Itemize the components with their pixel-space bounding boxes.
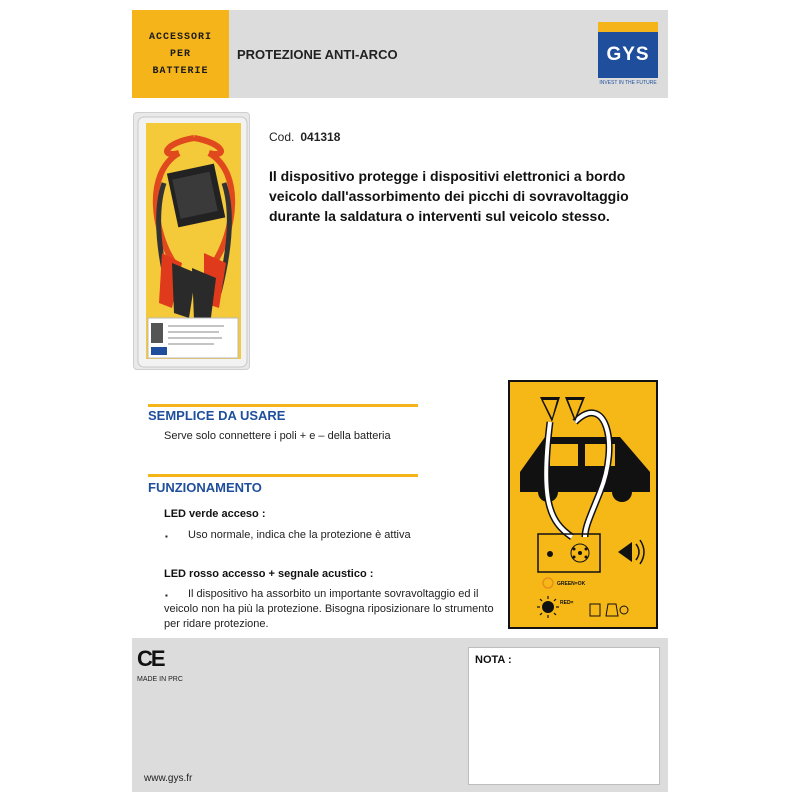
section-divider-2 [148, 474, 418, 477]
made-in-label: MADE IN PRC [137, 676, 183, 683]
ce-mark: CE [137, 646, 164, 671]
product-code [269, 130, 340, 144]
product-photo [133, 112, 250, 370]
led-green-heading: LED verde acceso : [164, 508, 266, 520]
red-led-label: RED= [560, 600, 574, 606]
category-line-1: ACCESSORI [148, 31, 212, 43]
notes-label: NOTA : [475, 654, 512, 666]
code-value: 041318 [300, 130, 341, 144]
led-red-heading: LED rosso accesso + segnale acustico : [164, 568, 374, 580]
logo-tagline: INVEST IN THE FUTURE [599, 80, 657, 86]
led-red-text-line-1: Il dispositivo ha assorbito un importante sovravoltaggio ed il [188, 588, 479, 600]
category-line-2: PER [169, 48, 191, 60]
section-text-semplice: Serve solo connettere i poli + e – della batteria [164, 430, 391, 442]
green-led-label: GREEN=OK [557, 581, 586, 587]
usage-diagram [508, 380, 658, 629]
page-title: PROTEZIONE ANTI-ARCO [237, 47, 398, 62]
code-label: Cod. [269, 130, 295, 144]
section-title-funzionamento: FUNZIONAMENTO [148, 480, 262, 495]
led-red-text-line-3: per ridare protezione. [164, 618, 269, 630]
product-description: Il dispositivo protegge i dispositivi elettronici a bordo veicolo dall'assorbimento dei picchi di sovravoltaggio durante la saldatura o interventi sul veicolo stesso. [269, 168, 629, 224]
bullet-icon: ▪ [165, 591, 168, 600]
website-link[interactable]: www.gys.fr [144, 773, 193, 784]
section-title-semplice: SEMPLICE DA USARE [148, 408, 286, 423]
product-illustration [134, 113, 250, 370]
diagram-illustration [510, 382, 656, 627]
led-green-text: Uso normale, indica che la protezione è attiva [188, 529, 411, 541]
section-divider-1 [148, 404, 418, 407]
led-red-text-line-2: veicolo non ha più la protezione. Bisogna riposizionare lo strumento [164, 603, 494, 615]
logo-text: GYS [606, 44, 650, 65]
gys-logo [598, 22, 658, 86]
category-line-3: BATTERIE [152, 65, 209, 77]
notes-box [468, 647, 660, 785]
bullet-icon: ▪ [165, 532, 168, 541]
category-box [132, 10, 229, 98]
header-band [132, 10, 668, 98]
footer-band [132, 638, 668, 792]
